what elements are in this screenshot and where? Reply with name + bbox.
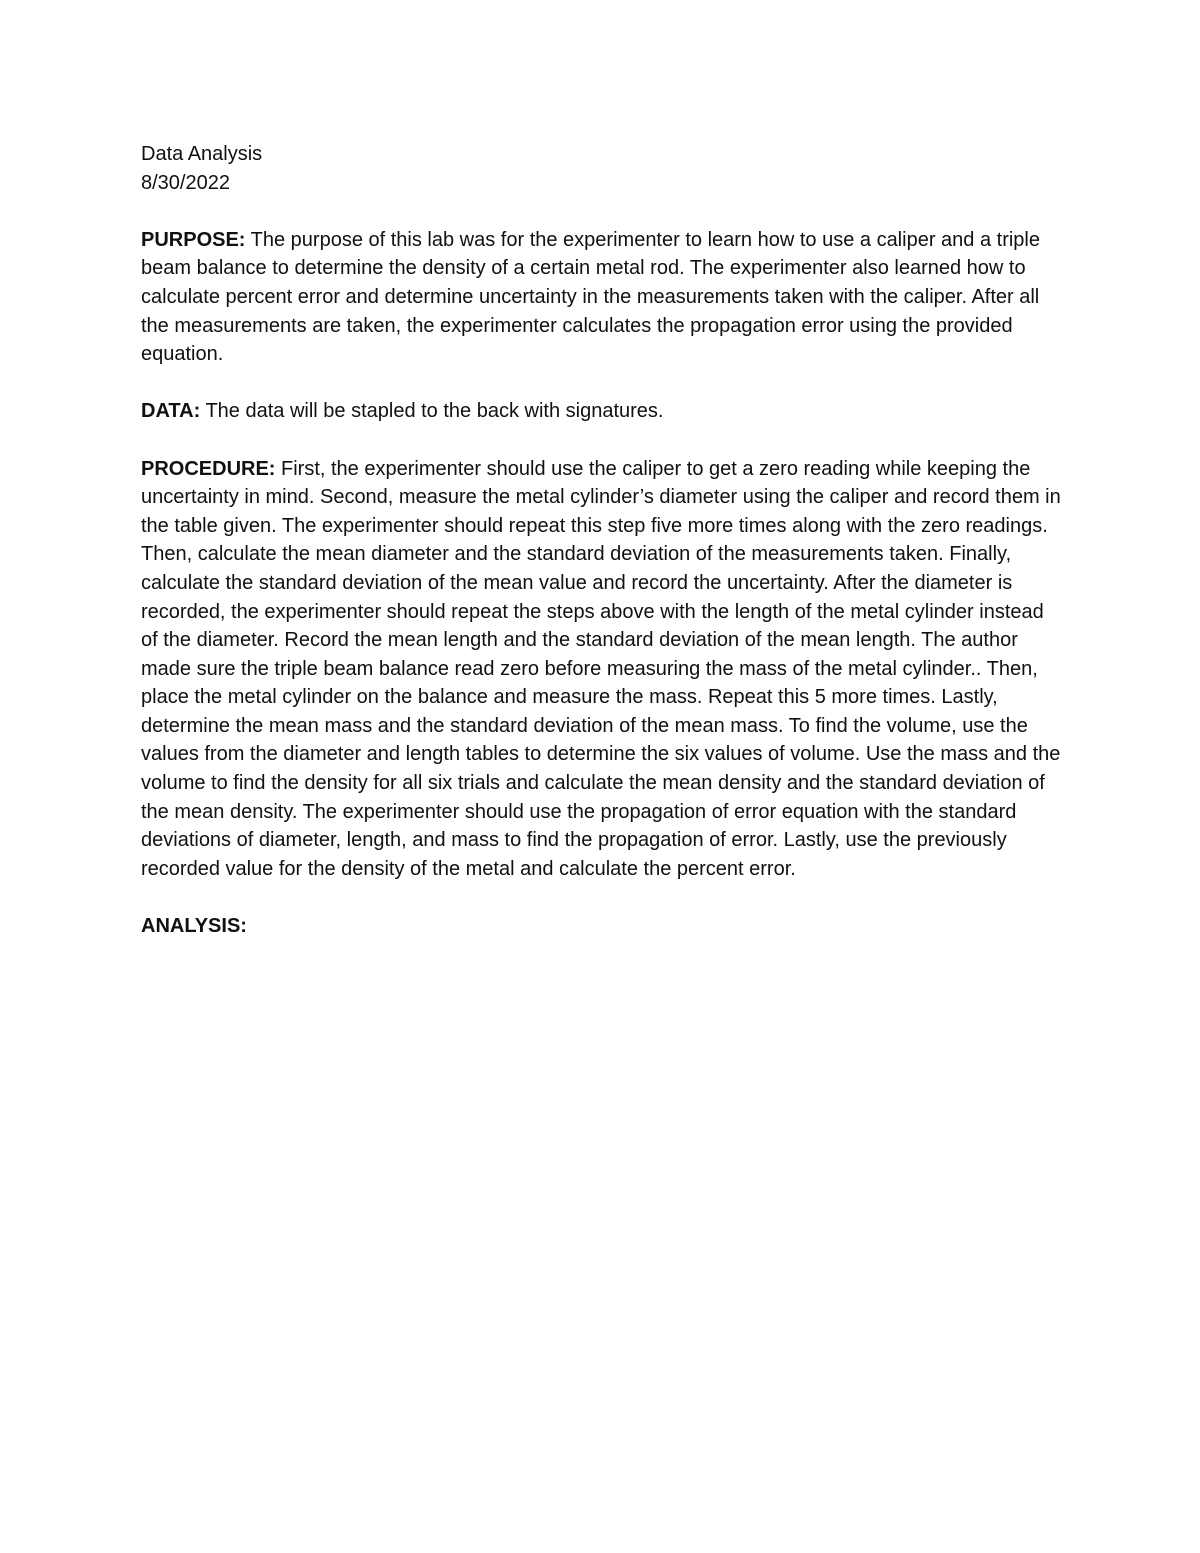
analysis-section bbox=[141, 912, 1061, 941]
document-date: 8/30/2022 bbox=[141, 171, 230, 194]
analysis-label: ANALYSIS: bbox=[141, 915, 247, 938]
purpose-section bbox=[141, 226, 1061, 369]
document-title: Data Analysis bbox=[141, 143, 263, 165]
purpose-text: The purpose of this lab was for the experimenter to learn how to use a caliper and a triple beam balance to determine the density of a certain metal rod. The experimenter also learned how to calculate percent error and determine uncertainty in the measurements taken with the caliper. After all the measurements are taken, the experimenter calculates the propagation error using the provided equation. bbox=[141, 228, 1040, 366]
section-spacer bbox=[141, 426, 1061, 455]
procedure-label: PROCEDURE: bbox=[141, 457, 276, 480]
section-spacer bbox=[141, 883, 1061, 912]
procedure-text: First, the experimenter should use the caliper to get a zero reading while keeping the uncertainty in mind. Second, measure the metal cylinder’s diameter using the caliper and record them in the table given. The experimenter should repeat this step five more times along with the zero readings. Then, calculate the mean diameter and the standard deviation of the measurements taken. Finally, calculate the standard deviation of the mean value and record the uncertainty. After the diameter is recorded, the experimenter should repeat the steps above with the length of the metal cylinder instead of the diameter. Record the mean length and the standard deviation of the mean length. The author made sure the triple beam balance read zero before measuring the mass of the metal cylinder.. Then, place the metal cylinder on the balance and measure the mass. Repeat this 5 more times. Lastly, determine the mean mass and the standard deviation of the mean mass. To find the volume, use the values from the diameter and length tables to determine the six values of volume. Use the mass and the volume to find the density for all six trials and calculate the mean density and the standard deviation of the mean density. The experimenter should use the propagation of error equation with the standard deviations of diameter, length, and mass to find the propagation of error. Lastly, use the previously recorded value for the density of the metal and calculate the percent error. bbox=[141, 457, 1061, 880]
data-label: DATA: bbox=[141, 400, 201, 423]
data-section bbox=[141, 397, 1061, 426]
procedure-section bbox=[141, 455, 1061, 884]
section-spacer bbox=[141, 369, 1061, 398]
data-text: The data will be stapled to the back with signatures. bbox=[200, 400, 664, 423]
section-spacer bbox=[141, 197, 1061, 226]
purpose-label: PURPOSE: bbox=[141, 228, 246, 251]
document-content bbox=[141, 140, 1061, 941]
